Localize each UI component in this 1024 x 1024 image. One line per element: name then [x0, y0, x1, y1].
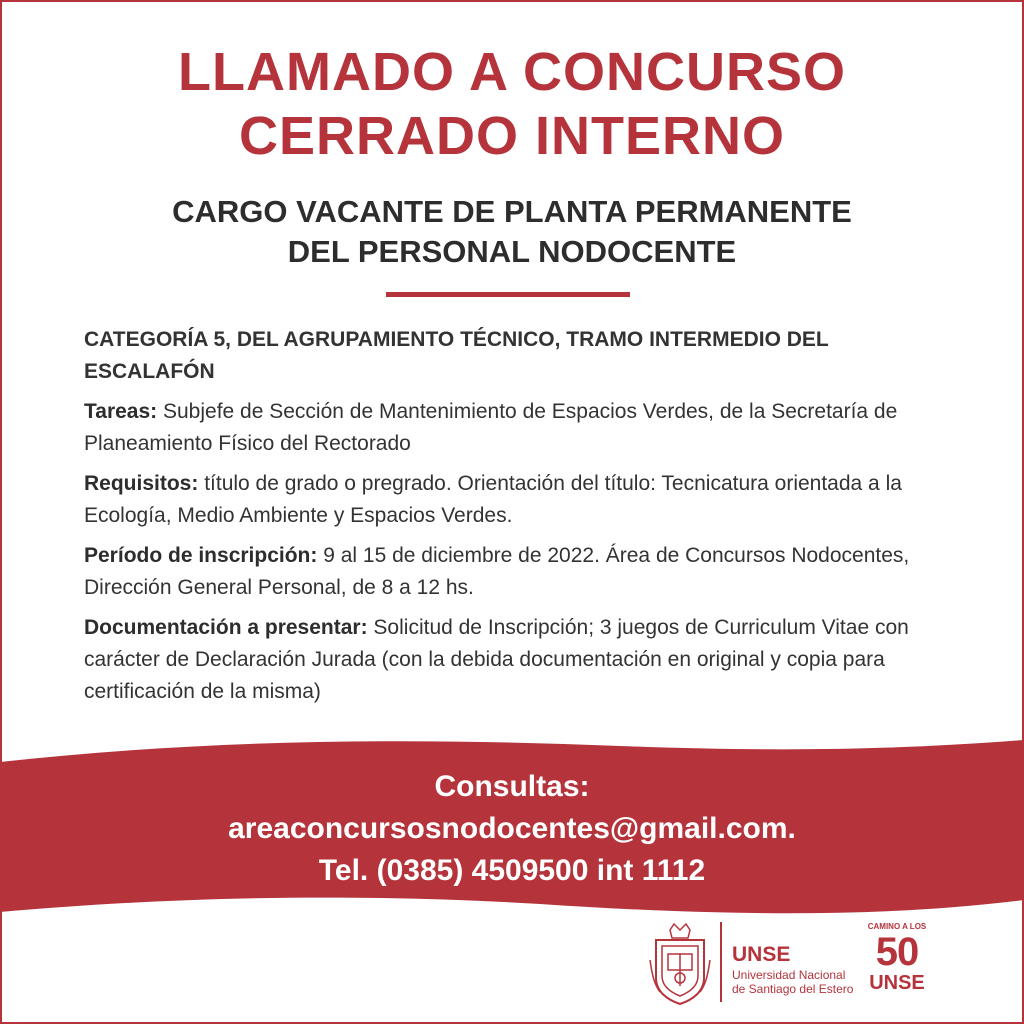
unse-logo-name: UNSE — [732, 943, 791, 966]
unse-subtitle-line-1: Universidad Nacional — [732, 968, 846, 982]
documentacion-label: Documentación a presentar: — [84, 616, 368, 639]
anniversary-badge — [862, 922, 932, 1006]
badge-caption: CAMINO A LOS — [867, 922, 927, 931]
periodo-text: 9 al 15 de diciembre de 2022. Área de Concursos Nodocentes, Dirección General Personal, de 8 a 12 hs. — [84, 544, 910, 599]
requisitos-label: Requisitos: — [84, 472, 199, 495]
tareas-label: Tareas: — [84, 400, 158, 423]
logo-divider — [720, 922, 722, 1002]
title-line-1: LLAMADO A CONCURSO — [178, 42, 846, 102]
category-heading: CATEGORÍA 5, DEL AGRUPAMIENTO TÉCNICO, TRAMO INTERMEDIO DEL ESCALAFÓN — [84, 328, 829, 383]
contact-info — [0, 766, 1024, 892]
periodo-label: Período de inscripción: — [84, 544, 318, 567]
footer-logos — [648, 918, 938, 1008]
contact-email[interactable]: areaconcursosnodocentes@gmail.com. — [228, 812, 796, 845]
contact-phone[interactable]: Tel. (0385) 4509500 int 1112 — [318, 854, 706, 887]
tareas-text: Subjefe de Sección de Mantenimiento de Espacios Verdes, de la Secretaría de Planeamiento Físico del Rectorado — [84, 400, 898, 455]
contact-heading: Consultas: — [434, 770, 590, 803]
requisitos-text: título de grado o pregrado. Orientación del título: Tecnicatura orientada a la Ecología, Medio Ambiente y Espacios Verdes. — [84, 472, 902, 527]
documentacion-text: Solicitud de Inscripción; 3 juegos de Curriculum Vitae con carácter de Declaración Jurada (con la debida documentación en original y copia para certificación de la misma) — [84, 616, 909, 703]
unse-subtitle-line-2: de Santiago del Estero — [732, 982, 854, 996]
badge-brand: UNSE — [869, 972, 925, 994]
title-line-2: CERRADO INTERNO — [238, 106, 785, 166]
subtitle-line-1: CARGO VACANTE DE PLANTA PERMANENTE — [172, 194, 852, 229]
university-crest-icon — [648, 920, 712, 1006]
unse-logo-subtitle — [732, 968, 853, 996]
subtitle-line-2: DEL PERSONAL NODOCENTE — [287, 234, 737, 269]
badge-number: 50 — [875, 930, 919, 974]
